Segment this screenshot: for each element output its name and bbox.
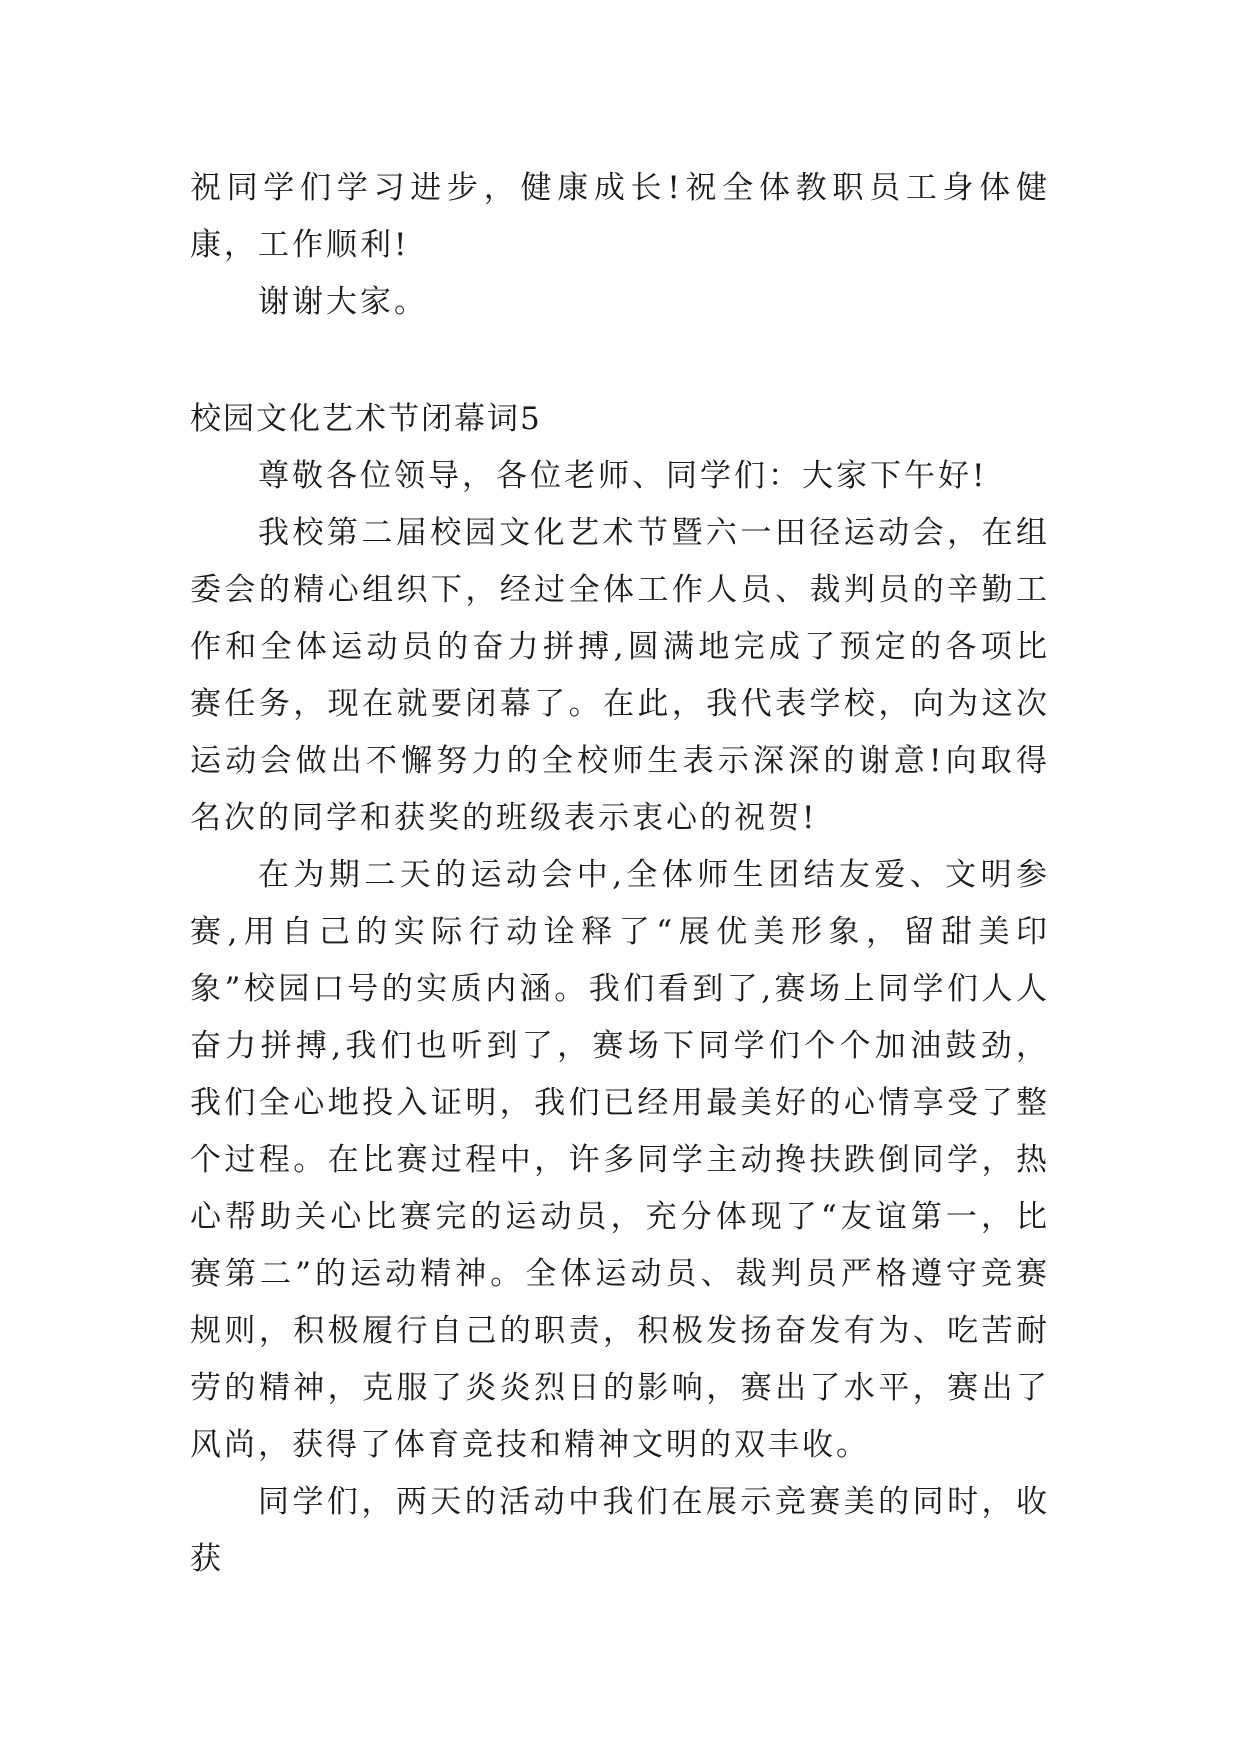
- closing-wish-paragraph: 祝同学们学习进步，健康成长!祝全体教职员工身体健康，工作顺利!: [190, 170, 1050, 263]
- thanks-paragraph: 谢谢大家。: [258, 284, 428, 320]
- greeting-paragraph: 尊敬各位领导，各位老师、同学们：大家下午好!: [258, 458, 988, 494]
- last-paragraph: 同学们，两天的活动中我们在展示竞赛美的同时，收获: [190, 1484, 1050, 1577]
- body-paragraph: 在为期二天的运动会中,全体师生团结友爱、文明参赛,用自己的实际行动诠释了“展优美形象，留甜美印象”校园口号的实质内涵。我们看到了,赛场上同学们人人奋力拼搏,我们也听到了，赛场下同学们个个加油鼓劲，我们全心地投入证明，我们已经用最美好的心情享受了整个过程。在比赛过程中，许多同学主动搀扶跌倒同学，热心帮助关心比赛完的运动员，充分体现了“友谊第一，比赛第二”的运动精神。全体运动员、裁判员严格遵守竞赛规则，积极履行自己的职责，积极发扬奋发有为、吃苦耐劳的精神，克服了炎炎烈日的影响，赛出了水平，赛出了风尚，获得了体育竞技和精神文明的双丰收。: [190, 857, 1050, 1463]
- section-title: 校园文化艺术节闭幕词5: [190, 401, 542, 437]
- intro-paragraph: 我校第二届校园文化艺术节暨六一田径运动会，在组委会的精心组织下，经过全体工作人员、裁判员的辛勤工作和全体运动员的奋力拼搏,圆满地完成了预定的各项比赛任务，现在就要闭幕了。在此，我代表学校，向为这次运动会做出不懈努力的全校师生表示深深的谢意!向取得名次的同学和获奖的班级表示衷心的祝贺!: [190, 515, 1050, 836]
- document-content: [190, 160, 1050, 1588]
- section-gap: [190, 331, 1050, 391]
